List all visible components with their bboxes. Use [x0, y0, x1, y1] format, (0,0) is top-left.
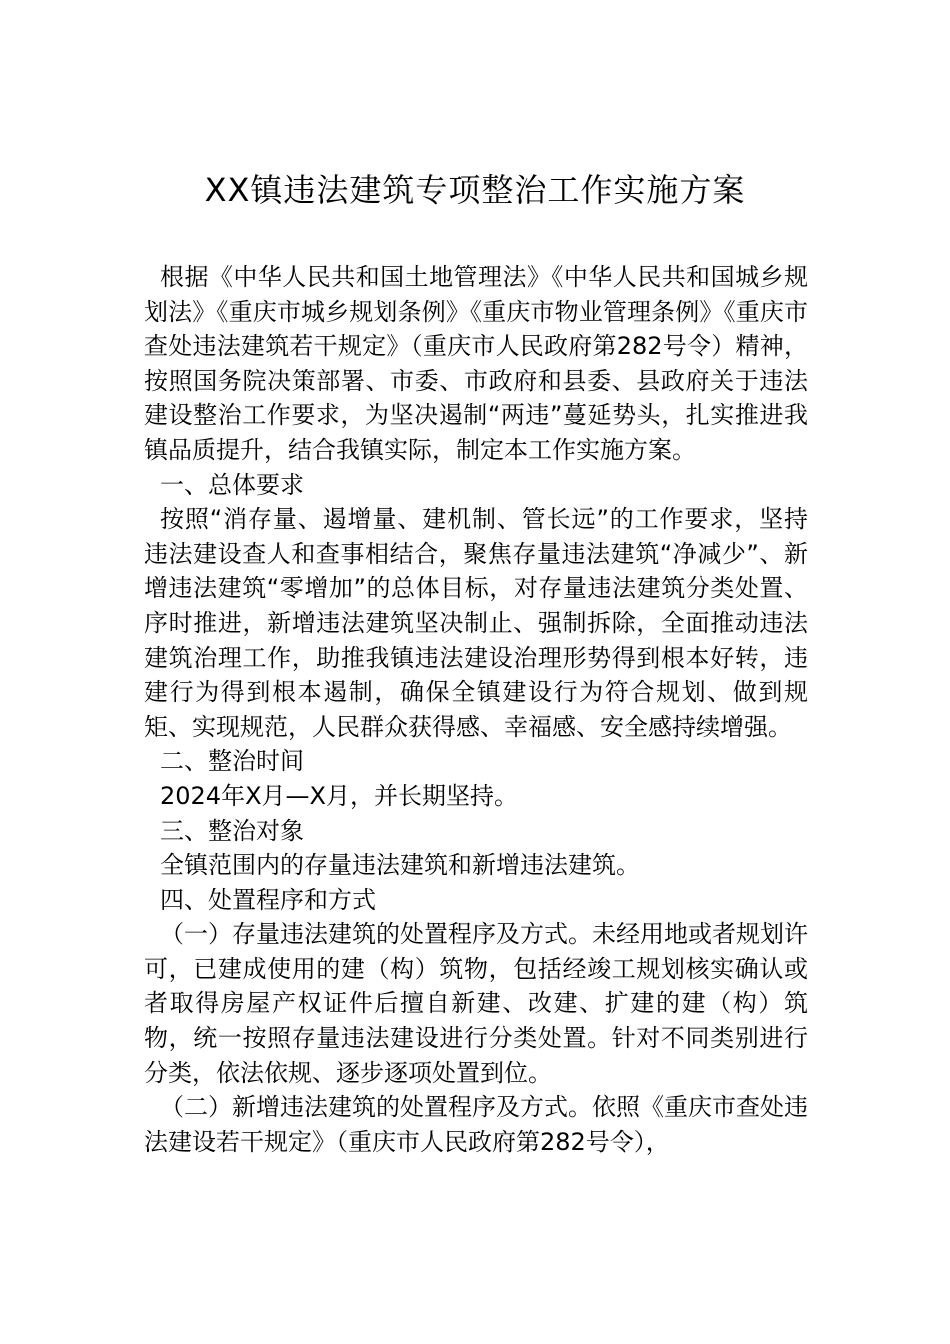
section-heading-rectification-period: 二、整治时间	[160, 747, 304, 776]
rectification-period-paragraph: 2024年X月—X月，并长期坚持。	[160, 781, 518, 810]
document-body	[144, 260, 808, 1159]
general-requirements-paragraph: 按照“消存量、遏增量、建机制、管长远”的工作要求，坚持违法建设查人和查事相结合，聚焦存量违法建筑“净减少”、新增违法建筑“零增加”的总体目标，对存量违法建筑分类处置、序时推进，新增违法建筑坚决制止、强制拆除，全面推动违法建筑治理工作，助推我镇违法建设治理形势得到根本好转，违建行为得到根本遏制，确保全镇建设行为符合规划、做到规矩、实现规范，人民群众获得感、幸福感、安全感持续增强。	[144, 505, 808, 741]
intro-paragraph: 根据《中华人民共和国土地管理法》《中华人民共和国城乡规划法》《重庆市城乡规划条例》《重庆市物业管理条例》《重庆市查处违法建筑若干规定》（重庆市人民政府第282号令）精神，按照国务院决策部署、市委、市政府和县委、县政府关于违法建设整治工作要求，为坚决遏制“两违”蔓延势头，扎实推进我镇品质提升，结合我镇实际，制定本工作实施方案。	[144, 263, 808, 464]
new-buildings-paragraph: （二）新增违法建筑的处置程序及方式。依照《重庆市查处违法建设若干规定》（重庆市人民政府第282号令），	[144, 1093, 808, 1156]
section-heading-rectification-targets: 三、整治对象	[160, 816, 304, 845]
section-heading-procedures: 四、处置程序和方式	[160, 885, 376, 914]
section-heading-general-requirements: 一、总体要求	[160, 470, 304, 499]
document-title: XX镇违法建筑专项整治工作实施方案	[204, 171, 746, 209]
existing-buildings-paragraph: （一）存量违法建筑的处置程序及方式。未经用地或者规划许可，已建成使用的建（构）筑物，包括经竣工规划核实确认或者取得房屋产权证件后擅自新建、改建、扩建的建（构）筑物，统一按照存量违法建设进行分类处置。针对不同类别进行分类，依法依规、逐步逐项处置到位。	[144, 920, 808, 1087]
rectification-targets-paragraph: 全镇范围内的存量违法建筑和新增违法建筑。	[160, 851, 640, 880]
